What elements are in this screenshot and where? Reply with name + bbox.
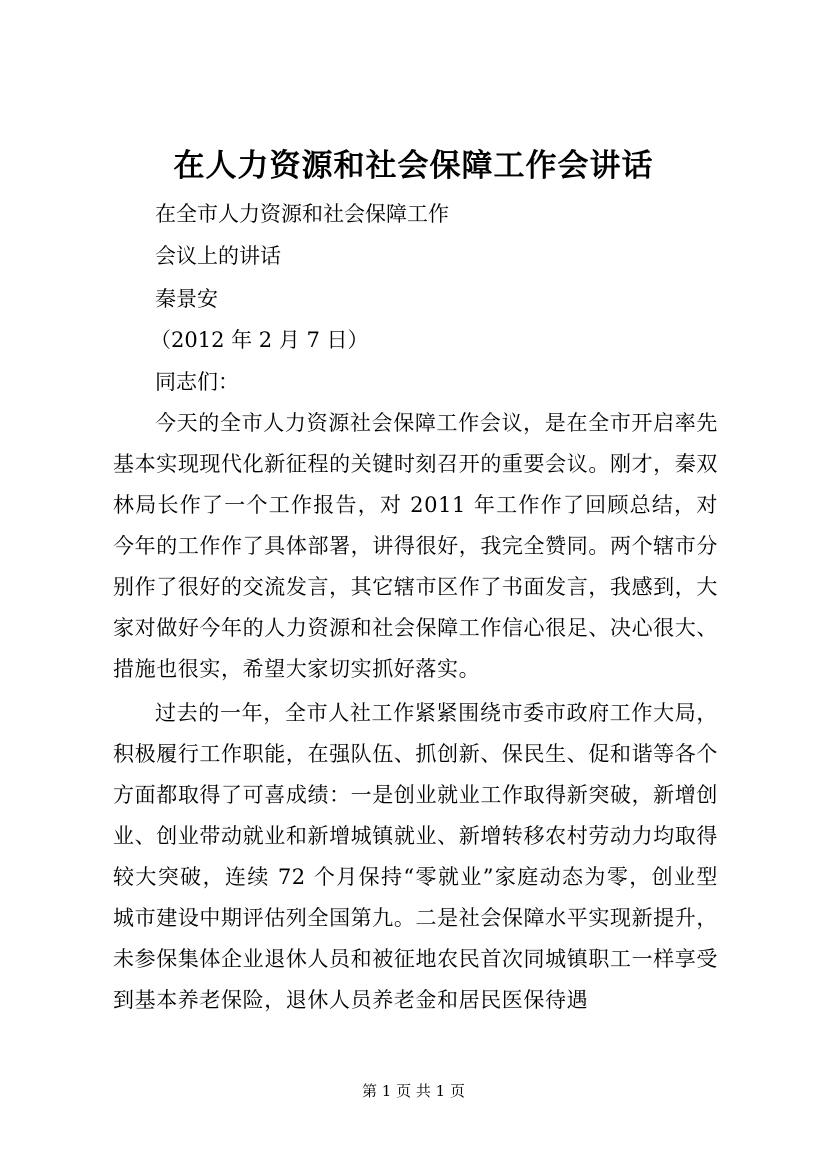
- salutation: 同志们：: [155, 370, 239, 394]
- subtitle-line-2: 会议上的讲话: [155, 244, 281, 268]
- subtitle-line-1: 在全市人力资源和社会保障工作: [155, 202, 449, 226]
- paragraph-2: 过去的一年，全市人社工作紧紧围绕市委市政府工作大局，积极履行工作职能，在强队伍、抓创新、保民生、促和谐等各个方面都取得了可喜成绩：一是创业就业工作取得新突破，新增创业、创业带动就业和新增城镇就业、新增转移农村劳动力均取得较大突破，连续 72 个月保持“零就业”家庭动态为零，创业型城市建设中期评估列全国第九。二是社会保障水平实现新提升，未参保集体企业退休人员和被征地农民首次同城镇职工一样享受到基本养老保险，退休人员养老金和居民医保待遇: [113, 701, 718, 1012]
- speech-date: （2012 年 2 月 7 日）: [150, 328, 369, 352]
- page-number-footer: 第 1 页 共 1 页: [362, 1082, 465, 1100]
- paragraph-1: 今天的全市人力资源社会保障工作会议，是在全市开启率先基本实现现代化新征程的关键时刻召开的重要会议。刚才，秦双林局长作了一个工作报告，对 2011 年工作作了回顾总结，对今年的工作作了具体部署，讲得很好，我完全赞同。两个辖市分别作了很好的交流发言，其它辖市区作了书面发言，我感到，大家对做好今年的人力资源和社会保障工作信心很足、决心很大、措施也很实，希望大家切实抓好落实。: [113, 411, 718, 681]
- document-title: 在人力资源和社会保障工作会讲话: [173, 148, 654, 184]
- author-name: 秦景安: [155, 287, 218, 311]
